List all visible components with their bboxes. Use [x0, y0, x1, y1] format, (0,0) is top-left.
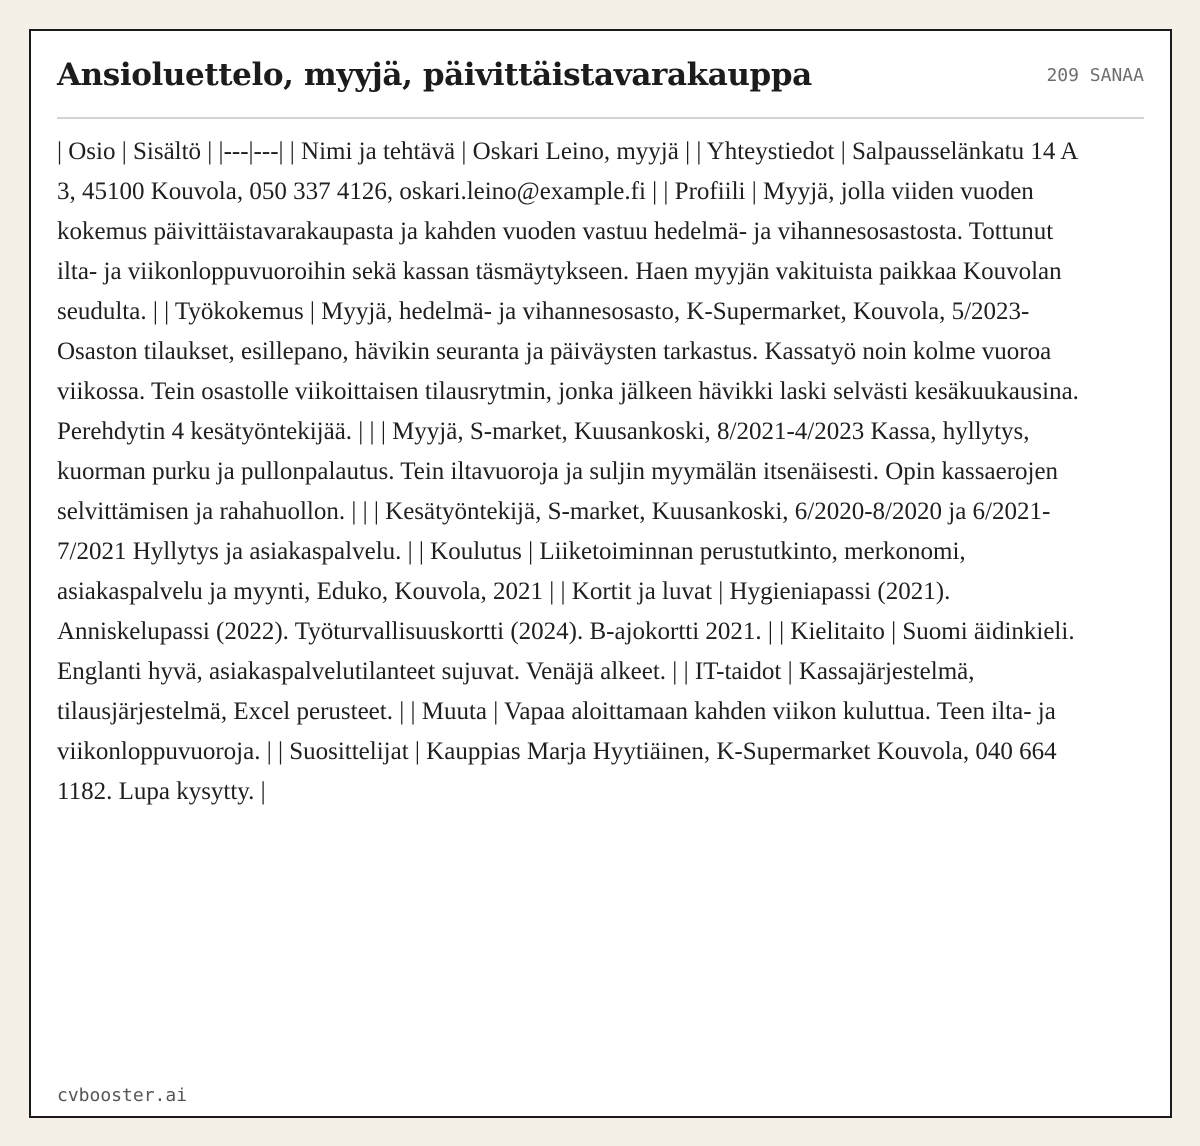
document-header: [57, 53, 1144, 119]
resume-card: [29, 29, 1172, 1118]
word-count: 209 SANAA: [1046, 65, 1144, 86]
document-title: Ansioluettelo, myyjä, päivittäistavarakauppa: [57, 57, 812, 93]
brand-footer: cvbooster.ai: [57, 1085, 188, 1106]
resume-body-text: | Osio | Sisältö | |---|---| | Nimi ja tehtävä | Oskari Leino, myyjä | | Yhteystiedot | Salpausselänkatu 14 A 3, 45100 Kouvola, 050 337 4126, oskari.leino@example.fi | | Profiili | Myyjä, jolla viiden vuoden kokemus päivittäistavarakaupasta ja kahden vuoden vastuu hedelmä- ja vihannesosastosta. Tottunut ilta- ja viikonloppuvuoroihin sekä kassan täsmäytykseen. Haen myyjän vakituista paikkaa Kouvolan seudulta. | | Työkokemus | Myyjä, hedelmä- ja vihannesosasto, K-Supermarket, Kouvola, 5/2023- Osaston tilaukset, esillepano, hävikin seuranta ja päiväysten tarkastus. Kassatyö noin kolme vuoroa viikossa. Tein osastolle viikoittaisen tilausrytmin, jonka jälkeen hävikki laski selvästi kesäkuukausina. Perehdytin 4 kesätyöntekijää. | | | Myyjä, S-market, Kuusankoski, 8/2021-4/2023 Kassa, hyllytys, kuorman purku ja pullonpalautus. Tein iltavuoroja ja suljin myymälän itsenäisesti. Opin kassaerojen selvittämisen ja rahahuollon. | | | Kesätyöntekijä, S-market, Kuusankoski, 6/2020-8/2020 ja 6/2021-7/2021 Hyllytys ja asiakaspalvelu. | | Koulutus | Liiketoiminnan perustutkinto, merkonomi, asiakaspalvelu ja myynti, Eduko, Kouvola, 2021 | | Kortit ja luvat | Hygieniapassi (2021). Anniskelupassi (2022). Työturvallisuuskortti (2024). B-ajokortti 2021. | | Kielitaito | Suomi äidinkieli. Englanti hyvä, asiakaspalvelutilanteet sujuvat. Venäjä alkeet. | | IT-taidot | Kassajärjestelmä, tilausjärjestelmä, Excel perusteet. | | Muuta | Vapaa aloittamaan kahden viikon kuluttua. Teen ilta- ja viikonloppuvuoroja. | | Suosittelijat | Kauppias Marja Hyytiäinen, K-Supermarket Kouvola, 040 664 1182. Lupa kysytty. |: [57, 138, 1079, 805]
